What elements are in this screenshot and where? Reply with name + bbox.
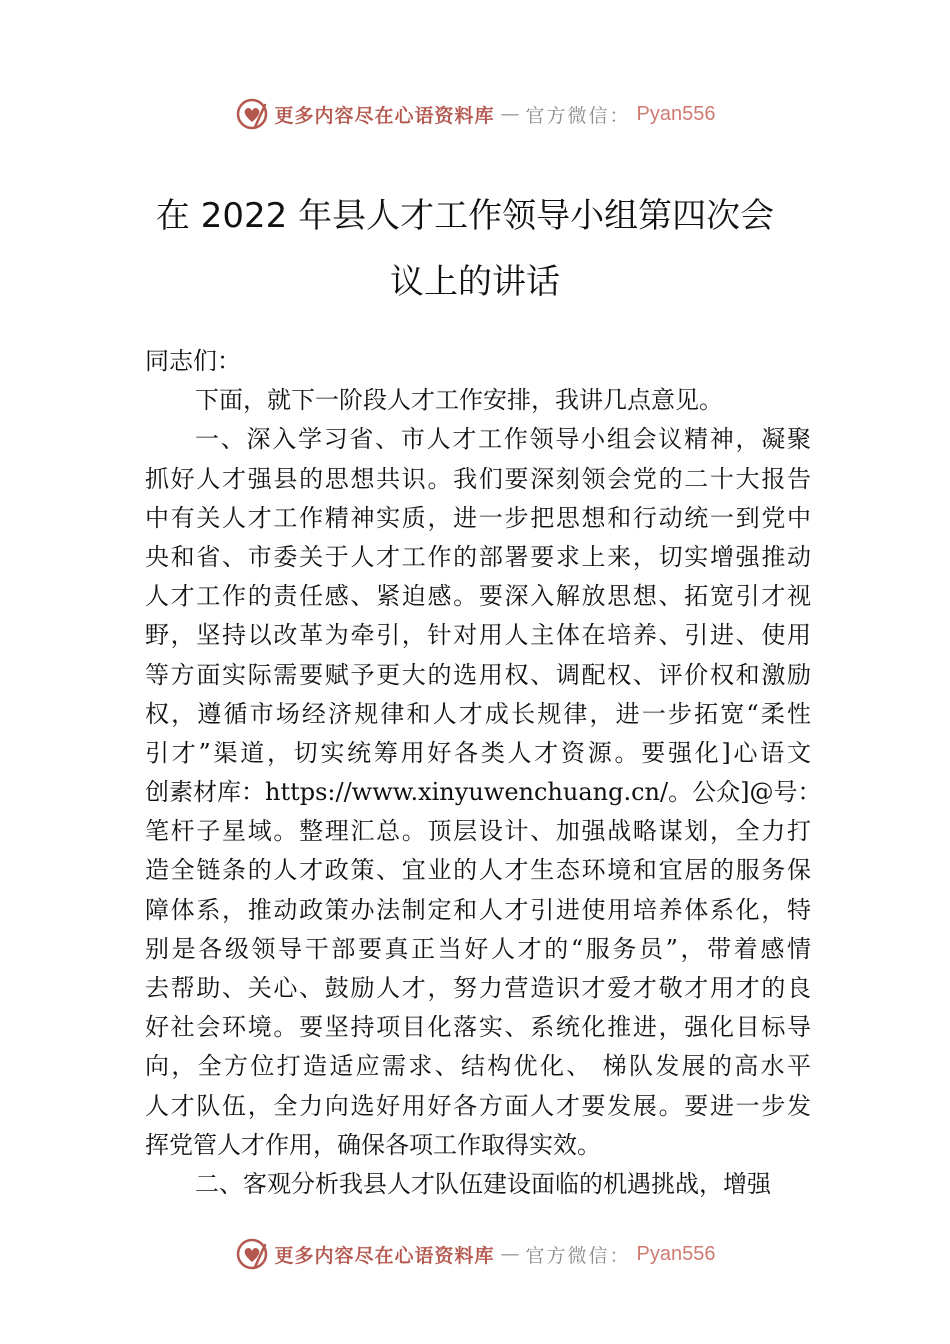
wechat-label: 官方微信：: [525, 1244, 631, 1267]
body-line: 权，遵循市场经济规律和人才成长规律，进一步拓宽“柔性: [145, 699, 811, 728]
heart-pen-logo-icon: [235, 1237, 269, 1271]
body-line: 抓好人才强县的思想共识。我们要深刻领会党的二十大报告: [145, 464, 811, 493]
document-title-line-2: 议上的讲话: [390, 262, 560, 302]
body-line: 去帮助、关心、鼓励人才，努力营造识才爱才敬才用才的良: [145, 974, 811, 1002]
body-line: 好社会环境。要坚持项目化落实、系统化推进，强化目标导: [145, 1013, 811, 1042]
body-line: 造全链条的人才政策、宜业的人才生态环境和宜居的服务保: [145, 856, 811, 885]
body-line: 人才工作的责任感、紧迫感。要深入解放思想、拓宽引才视: [145, 582, 811, 611]
wechat-id: Pyan556: [636, 102, 716, 125]
body-line: 创素材库：https://www.xinyuwenchuang.cn/。公众]@号：: [145, 778, 822, 807]
body-line: 笔杆子星域。整理汇总。顶层设计、加强战略谋划，全力打: [145, 817, 811, 846]
body-line: 央和省、市委关于人才工作的部署要求上来，切实增强推动: [145, 542, 811, 571]
heart-pen-logo-icon: [235, 97, 269, 131]
body-line: 野，坚持以改革为牵引，针对用人主体在培养、引进、使用: [145, 621, 811, 650]
banner-separator: —: [500, 1243, 520, 1265]
library-slogan: 更多内容尽在心语资料库: [274, 1244, 495, 1267]
body-line: 向，全方位打造适应需求、结构优化、 梯队发展的高水平: [145, 1052, 811, 1081]
body-line: 挥党管人才作用，确保各项工作取得实效。: [145, 1130, 601, 1159]
wechat-id: Pyan556: [636, 1242, 716, 1265]
body-line: 人才队伍，全力向选好用好各方面人才要发展。要进一步发: [145, 1091, 811, 1120]
speech-body: [145, 342, 822, 1204]
library-slogan: 更多内容尽在心语资料库: [274, 104, 495, 127]
body-line: 障体系，推动政策办法制定和人才引进使用培养体系化，特: [145, 895, 811, 924]
body-line: 等方面实际需要赋予更大的选用权、调配权、评价权和激励: [145, 660, 811, 689]
document-title-line-1: 在 2022 年县人才工作领导小组第四次会: [155, 196, 775, 236]
banner-separator: —: [500, 103, 520, 125]
body-line: 二、客观分析我县人才队伍建设面临的机遇挑战，增强: [195, 1169, 771, 1198]
footer-watermark-banner: [0, 1234, 950, 1274]
body-line: 一、深入学习省、市人才工作领导小组会议精神，凝聚: [195, 425, 811, 454]
salutation-line: 同志们：: [145, 347, 241, 375]
wechat-label: 官方微信：: [525, 104, 631, 127]
body-line: 中有关人才工作精神实质，进一步把思想和行动统一到党中: [145, 503, 811, 532]
body-line: 下面，就下一阶段人才工作安排，我讲几点意见。: [195, 386, 723, 415]
header-watermark-banner: [0, 94, 950, 134]
body-line: 别是各级领导干部要真正当好人才的“服务员”，带着感情: [145, 934, 811, 963]
body-line: 引才”渠道，切实统筹用好各类人才资源。要强化]心语文: [145, 738, 811, 767]
